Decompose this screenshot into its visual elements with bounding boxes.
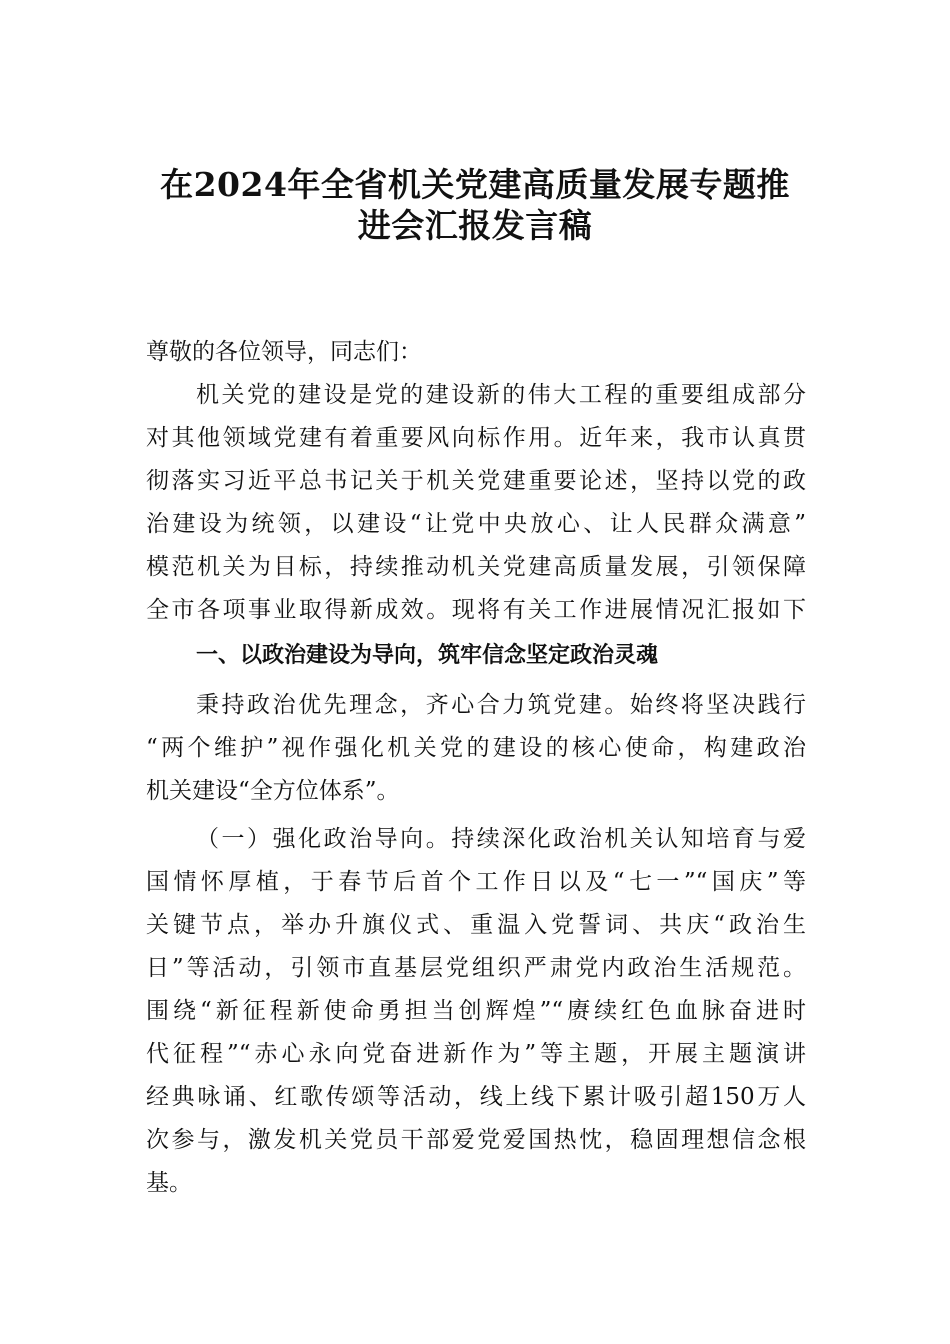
paragraph-3-line: 代征程”“赤心永向党奋进新作为”等主题，开展主题演讲 (146, 1041, 806, 1067)
document-title-line-2: 进会汇报发言稿 (357, 206, 593, 245)
paragraph-2-line: “两个维护”视作强化机关党的建设的核心使命，构建政治 (146, 735, 806, 761)
paragraph-3-line: 日”等活动，引领市直基层党组织严肃党内政治生活规范。 (146, 955, 806, 981)
paragraph-1-line: 对其他领域党建有着重要风向标作用。近年来，我市认真贯 (146, 425, 806, 451)
paragraph-3-line: （一）强化政治导向。持续深化政治机关认知培育与爱 (196, 826, 806, 852)
paragraph-3-line: 经典咏诵、红歌传颂等活动，线上线下累计吸引超150万人 (146, 1084, 806, 1110)
paragraph-3-line: 关键节点，举办升旗仪式、重温入党誓词、共庆“政治生 (146, 912, 806, 938)
paragraph-2-line: 机关建设“全方位体系”。 (146, 778, 400, 804)
paragraph-3-line: 次参与，激发机关党员干部爱党爱国热忱，稳固理想信念根 (146, 1127, 806, 1153)
section-1-heading: 一、以政治建设为导向，筑牢信念坚定政治灵魂 (196, 643, 659, 668)
salutation: 尊敬的各位领导，同志们： (146, 339, 422, 365)
paragraph-1-line: 彻落实习近平总书记关于机关党建重要论述，坚持以党的政 (146, 468, 806, 494)
paragraph-1-line: 治建设为统领，以建设“让党中央放心、让人民群众满意” (146, 511, 806, 537)
paragraph-1-line: 模范机关为目标，持续推动机关党建高质量发展，引领保障 (146, 554, 806, 580)
paragraph-3-line: 基。 (146, 1170, 192, 1196)
paragraph-3-line: 国情怀厚植，于春节后首个工作日以及“七一”“国庆”等 (146, 869, 806, 895)
paragraph-2-line: 秉持政治优先理念，齐心合力筑党建。始终将坚决践行 (196, 692, 806, 718)
document-title-line-1: 在2024年全省机关党建高质量发展专题推 (160, 165, 790, 204)
paragraph-1-line: 全市各项事业取得新成效。现将有关工作进展情况汇报如下 (146, 597, 806, 623)
paragraph-3-line: 围绕“新征程新使命勇担当创辉煌”“赓续红色血脉奋进时 (146, 998, 806, 1024)
paragraph-1-line: 机关党的建设是党的建设新的伟大工程的重要组成部分 (196, 382, 806, 408)
